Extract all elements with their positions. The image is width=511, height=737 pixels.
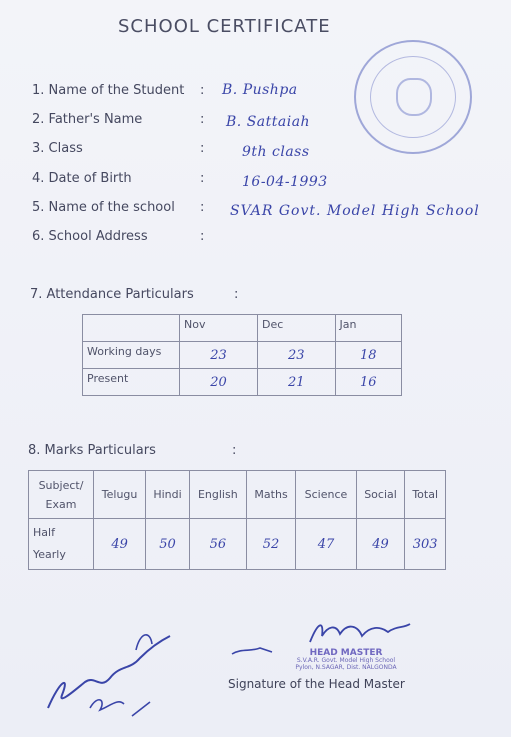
field-colon: : [200,200,205,215]
marks-colon: : [232,443,237,458]
field-colon: : [200,112,205,127]
table-header-cell: Nov [180,315,258,342]
table-corner-cell [29,471,94,519]
table-cell: 21 [257,369,335,396]
table-header-cell: Science [296,471,356,519]
exam-line2: Yearly [33,548,66,561]
table-cell: 50 [146,519,190,570]
signature-caption: Signature of the Head Master [228,677,405,691]
field-label: 6. School Address [32,229,148,244]
table-cell: 303 [405,519,446,570]
table-row [29,471,446,519]
head-master-stamp [274,650,418,671]
table-cell: 20 [180,369,258,396]
field-colon: : [200,83,205,98]
table-cell: 49 [356,519,405,570]
attendance-colon: : [234,287,239,302]
table-row-label: Present [83,369,180,396]
field-value: B. Pushpa [222,82,298,98]
table-row [83,342,402,369]
table-header-cell: Maths [246,471,295,519]
corner-line2: Exam [45,497,77,511]
table-cell: 52 [246,519,295,570]
field-label: 3. Class [32,141,83,156]
attendance-heading [30,287,239,302]
attendance-heading-text: 7. Attendance Particulars [30,287,194,302]
attendance-table [82,314,402,396]
field-colon: : [200,171,205,186]
marks-heading-text: 8. Marks Particulars [28,443,156,458]
stamp-line2: Pylon, N.SAGAR, Dist. NALGONDA [295,664,397,671]
table-cell-empty [83,315,180,342]
table-row [29,519,446,570]
signature-left-icon [40,620,190,720]
seal-emblem-icon [396,78,432,116]
table-header-cell: Jan [335,315,401,342]
table-header-cell: English [189,471,246,519]
table-header-cell: Telugu [94,471,146,519]
table-cell: 47 [296,519,356,570]
marks-table [28,470,446,570]
table-header-cell: Dec [257,315,335,342]
field-value: SVAR Govt. Model High School [230,203,480,219]
field-colon: : [200,141,205,156]
exam-line1: Half [33,526,55,539]
table-header-cell: Hindi [146,471,190,519]
table-row [83,315,402,342]
table-header-cell: Social [356,471,405,519]
field-label: 2. Father's Name [32,112,143,127]
school-seal [354,40,472,154]
table-row-label [29,519,94,570]
field-label: 4. Date of Birth [32,171,132,186]
table-row [83,369,402,396]
field-value: B. Sattaiah [226,114,311,130]
field-value: 9th class [242,144,310,160]
stamp-title: HEAD MASTER [309,648,383,658]
table-cell: 16 [335,369,401,396]
marks-heading [28,443,237,458]
table-header-cell: Total [405,471,446,519]
table-cell: 18 [335,342,401,369]
field-colon: : [200,229,205,244]
field-value: 16-04-1993 [242,174,328,190]
stamp-line1: S.V.A.R. Govt. Model High School [296,657,396,664]
field-label: 1. Name of the Student [32,83,185,98]
field-label: 5. Name of the school [32,200,175,215]
table-cell: 23 [180,342,258,369]
table-cell: 49 [94,519,146,570]
table-row-label: Working days [83,342,180,369]
corner-line1: Subject/ [38,478,84,492]
table-cell: 23 [257,342,335,369]
table-cell: 56 [189,519,246,570]
certificate-title: SCHOOL CERTIFICATE [118,16,331,37]
